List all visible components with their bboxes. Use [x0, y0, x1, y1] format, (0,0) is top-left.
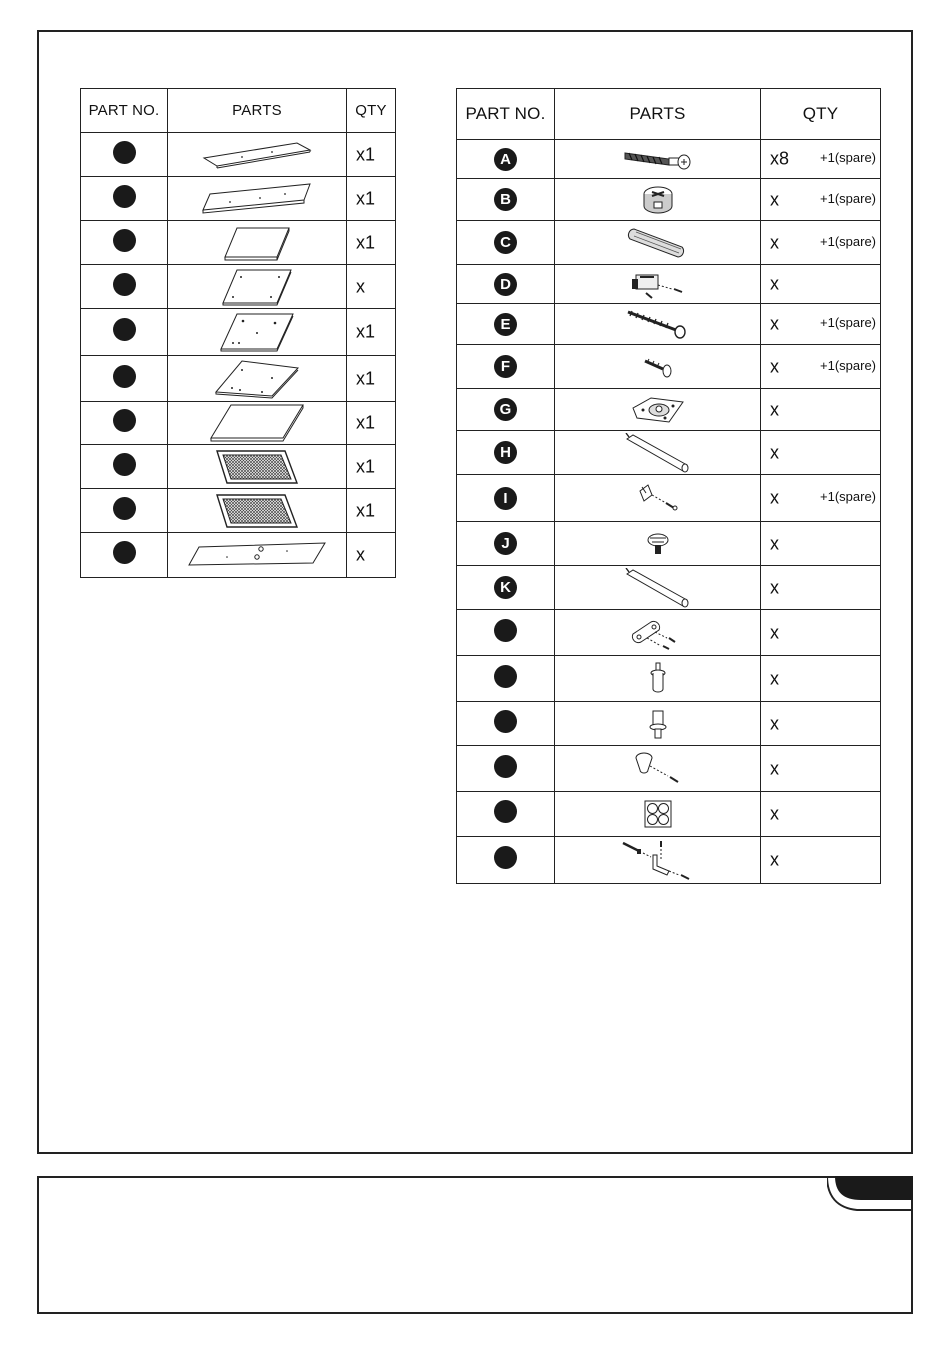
part-number-cell: [457, 746, 555, 792]
part-number-cell: [457, 475, 555, 522]
quantity-value: x1: [356, 321, 376, 342]
part-illustration-cell: [555, 140, 761, 179]
header-part-no: PART NO.: [457, 89, 555, 140]
cam-bolt-icon: [555, 147, 760, 171]
table-row: [81, 402, 396, 445]
quantity-cell: [761, 656, 881, 702]
part-letter-badge: G: [494, 398, 517, 421]
table-row: [81, 533, 396, 578]
quantity-cell: [347, 356, 396, 402]
part-number-cell: [81, 177, 168, 221]
part-illustration-cell: [168, 177, 347, 221]
part-letter-badge: I: [494, 487, 517, 510]
square-panel-icon: [168, 224, 346, 262]
table-row: [457, 304, 881, 345]
plate-screws-icon: [555, 616, 760, 650]
quantity-value: x: [770, 668, 779, 688]
part-number-cell: [457, 837, 555, 884]
part-illustration-cell: [555, 265, 761, 304]
spare-note: +1(spare): [820, 233, 876, 249]
quantity-value: x: [770, 189, 779, 209]
long-panel-icon: [168, 182, 346, 216]
quantity-cell: [761, 837, 881, 884]
quantity-value: x1: [356, 412, 376, 433]
part-illustration-cell: [168, 309, 347, 356]
part-marker-icon: [113, 409, 136, 432]
header-qty: QTY: [347, 89, 396, 133]
quantity-cell: [761, 522, 881, 566]
quantity-value: x: [770, 232, 779, 252]
part-number-cell: [457, 792, 555, 837]
quantity-value: x1: [356, 456, 376, 476]
quantity-cell: [347, 177, 396, 221]
table-row: [81, 489, 396, 533]
header-part-no: PART NO.: [81, 89, 168, 133]
part-illustration-cell: [555, 792, 761, 837]
quantity-value: x: [770, 533, 779, 553]
knob-icon: [555, 532, 760, 556]
table-row: [81, 356, 396, 402]
table-row: [81, 221, 396, 265]
quantity-cell: [761, 610, 881, 656]
quantity-value: x: [770, 849, 779, 870]
part-number-cell: [81, 221, 168, 265]
quantity-value: x: [770, 273, 779, 294]
quantity-value: x1: [356, 500, 376, 520]
shelf-support-icon: [555, 707, 760, 741]
table-row: [457, 792, 881, 837]
wooden-dowel-icon: [555, 225, 760, 261]
part-marker-icon: [113, 229, 136, 252]
quantity-value: x: [770, 713, 779, 733]
part-number-cell: [457, 610, 555, 656]
quantity-cell: [761, 792, 881, 837]
part-letter-badge: B: [494, 188, 517, 211]
cam-lock-icon: [555, 184, 760, 216]
table-row: [457, 475, 881, 522]
footer-frame: [37, 1176, 913, 1314]
part-illustration-cell: [555, 656, 761, 702]
quantity-value: x: [770, 356, 779, 376]
panel-parts-table: [80, 88, 396, 578]
part-letter-badge: J: [494, 532, 517, 555]
part-illustration-cell: [168, 533, 347, 578]
table-row: [457, 746, 881, 792]
part-number-cell: [81, 402, 168, 445]
side-panel-icon: [168, 267, 346, 307]
part-illustration-cell: [555, 475, 761, 522]
part-number-cell: [457, 221, 555, 265]
table-row: [81, 177, 396, 221]
part-marker-icon: [113, 273, 136, 296]
part-illustration-cell: [555, 345, 761, 389]
part-letter-badge: [494, 800, 517, 823]
part-letter-badge: [494, 755, 517, 778]
table-row: [81, 265, 396, 309]
table-row: [457, 837, 881, 884]
long-board-icon: [168, 140, 346, 170]
part-illustration-cell: [555, 522, 761, 566]
bracket-screw-icon: [555, 483, 760, 513]
shelf-panel-icon: [168, 358, 346, 400]
part-illustration-cell: [168, 221, 347, 265]
anti-tip-kit-icon: [555, 839, 760, 881]
quantity-cell: [761, 304, 881, 345]
spare-note: +1(spare): [820, 315, 876, 330]
side-panel-holes-icon: [168, 311, 346, 353]
table-row: [457, 656, 881, 702]
part-illustration-cell: [555, 179, 761, 221]
quantity-value: x: [770, 313, 779, 334]
part-letter-badge: [494, 665, 517, 688]
quantity-cell: [761, 431, 881, 475]
part-illustration-cell: [555, 837, 761, 884]
part-illustration-cell: [555, 221, 761, 265]
part-marker-icon: [113, 318, 136, 341]
shelf-pin-icon: [555, 661, 760, 697]
quantity-cell: [347, 445, 396, 489]
long-screw-icon: [555, 308, 760, 340]
part-illustration-cell: [168, 356, 347, 402]
header-parts: PARTS: [555, 89, 761, 140]
quantity-cell: [347, 133, 396, 177]
base-board-icon: [168, 541, 346, 569]
part-number-cell: [81, 309, 168, 356]
part-number-cell: [457, 265, 555, 304]
part-illustration-cell: [555, 610, 761, 656]
quantity-cell: [761, 345, 881, 389]
table-row: [81, 309, 396, 356]
door-knob-screw-icon: [555, 752, 760, 786]
quantity-cell: [761, 179, 881, 221]
quantity-cell: [347, 309, 396, 356]
part-letter-badge: C: [494, 231, 517, 254]
part-number-cell: [81, 265, 168, 309]
table-row: [457, 140, 881, 179]
spare-note: +1(spare): [820, 190, 876, 206]
part-number-cell: [457, 345, 555, 389]
header-parts: PARTS: [168, 89, 347, 133]
part-letter-badge: [494, 846, 517, 869]
part-number-cell: [457, 389, 555, 431]
part-letter-badge: K: [494, 576, 517, 599]
quantity-cell: [761, 702, 881, 746]
table-row: [457, 610, 881, 656]
table-row: [457, 522, 881, 566]
felt-pads-icon: [555, 799, 760, 829]
part-marker-icon: [113, 453, 136, 476]
leg-plate-icon: [555, 394, 760, 426]
part-number-cell: [457, 304, 555, 345]
quantity-value: x: [770, 577, 779, 597]
quantity-value: x8: [770, 148, 790, 169]
part-number-cell: [81, 489, 168, 533]
part-marker-icon: [113, 141, 136, 164]
quantity-cell: [761, 475, 881, 522]
part-number-cell: [457, 566, 555, 610]
part-illustration-cell: [555, 431, 761, 475]
quantity-value: x1: [356, 232, 376, 252]
part-illustration-cell: [555, 746, 761, 792]
quantity-cell: [347, 489, 396, 533]
part-number-cell: [81, 356, 168, 402]
table-row: [81, 445, 396, 489]
part-letter-badge: A: [494, 148, 517, 171]
part-illustration-cell: [555, 702, 761, 746]
quantity-value: x: [356, 544, 365, 565]
part-illustration-cell: [555, 389, 761, 431]
part-number-cell: [457, 140, 555, 179]
clip-screw-icon: [555, 267, 760, 301]
quantity-cell: [347, 402, 396, 445]
quantity-cell: [761, 140, 881, 179]
page-tab-icon: [827, 1176, 913, 1212]
top-panel-icon: [168, 402, 346, 444]
part-letter-badge: H: [494, 441, 517, 464]
part-letter-badge: [494, 710, 517, 733]
part-number-cell: [81, 533, 168, 578]
short-screw-icon: [555, 355, 760, 379]
part-number-cell: [457, 522, 555, 566]
table-row: [81, 133, 396, 177]
table-row: [457, 179, 881, 221]
part-number-cell: [457, 656, 555, 702]
table-row: [457, 566, 881, 610]
part-letter-badge: E: [494, 313, 517, 336]
quantity-value: x1: [356, 368, 376, 388]
header-qty: QTY: [761, 89, 881, 140]
mesh-door-icon: [168, 447, 346, 487]
table-row: [457, 345, 881, 389]
quantity-cell: [347, 265, 396, 309]
part-number-cell: [457, 179, 555, 221]
part-illustration-cell: [555, 566, 761, 610]
quantity-value: x: [770, 758, 779, 778]
quantity-cell: [761, 265, 881, 304]
hardware-parts-table: [456, 88, 881, 884]
part-illustration-cell: [168, 489, 347, 533]
part-number-cell: [81, 445, 168, 489]
part-letter-badge: [494, 619, 517, 642]
table-row: [457, 221, 881, 265]
part-number-cell: [81, 133, 168, 177]
tapered-leg-icon: [555, 433, 760, 473]
table-row: [457, 389, 881, 431]
table-row: [457, 702, 881, 746]
quantity-value: x: [770, 399, 779, 419]
quantity-value: x1: [356, 144, 376, 164]
table-row: [457, 265, 881, 304]
quantity-cell: [347, 221, 396, 265]
part-number-cell: [457, 431, 555, 475]
part-marker-icon: [113, 365, 136, 388]
part-illustration-cell: [168, 265, 347, 309]
quantity-value: x: [356, 276, 365, 296]
quantity-cell: [761, 221, 881, 265]
part-illustration-cell: [168, 133, 347, 177]
part-marker-icon: [113, 497, 136, 520]
quantity-value: x: [770, 622, 779, 642]
part-marker-icon: [113, 185, 136, 208]
quantity-value: x: [770, 487, 779, 508]
quantity-cell: [761, 746, 881, 792]
spare-note: +1(spare): [820, 150, 876, 165]
quantity-cell: [761, 566, 881, 610]
part-illustration-cell: [555, 304, 761, 345]
table-row: [457, 431, 881, 475]
mesh-door-icon: [168, 491, 346, 531]
quantity-value: x: [770, 803, 779, 824]
quantity-value: x1: [356, 188, 376, 208]
spare-note: +1(spare): [820, 489, 876, 504]
part-illustration-cell: [168, 445, 347, 489]
part-number-cell: [457, 702, 555, 746]
spare-note: +1(spare): [820, 357, 876, 373]
quantity-cell: [761, 389, 881, 431]
part-illustration-cell: [168, 402, 347, 445]
tapered-leg-icon: [555, 568, 760, 608]
quantity-cell: [347, 533, 396, 578]
part-marker-icon: [113, 541, 136, 564]
part-letter-badge: D: [494, 273, 517, 296]
part-letter-badge: F: [494, 355, 517, 378]
quantity-value: x: [770, 442, 779, 462]
